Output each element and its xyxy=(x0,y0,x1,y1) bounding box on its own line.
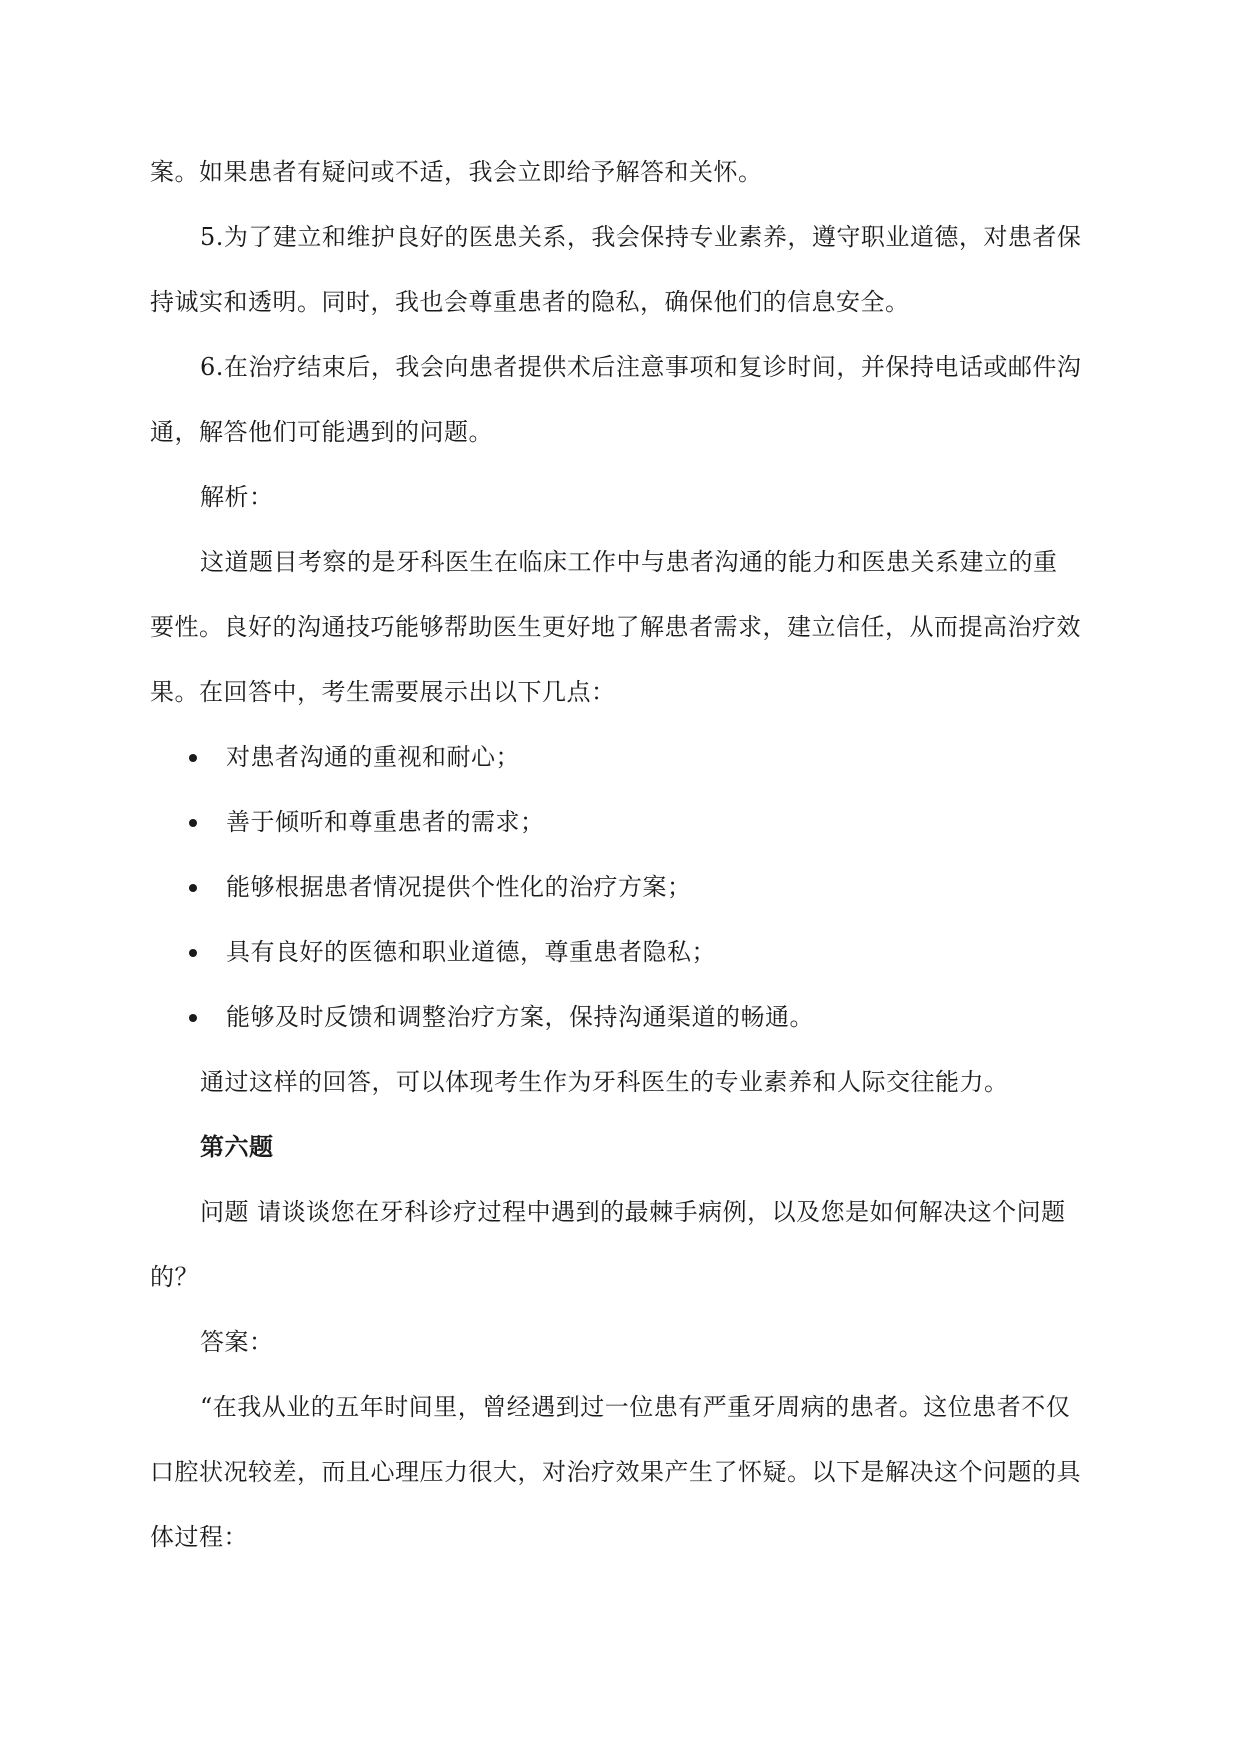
bullet-item xyxy=(150,985,1085,1050)
answer-label: 答案： xyxy=(200,1328,274,1356)
bullet-icon xyxy=(189,819,197,827)
bullet-item xyxy=(150,920,1085,985)
paragraph-line: 通，解答他们可能遇到的问题。 xyxy=(150,418,493,446)
paragraph-line: 6.在治疗结束后，我会向患者提供术后注意事项和复诊时间，并保持电话或邮件沟 xyxy=(200,353,1082,381)
bullet-item xyxy=(150,855,1085,920)
bullet-text: 善于倾听和尊重患者的需求； xyxy=(226,808,545,836)
paragraph-line: 持诚实和透明。同时，我也会尊重患者的隐私，确保他们的信息安全。 xyxy=(150,288,910,316)
bullet-text: 对患者沟通的重视和耐心； xyxy=(226,743,520,771)
answer-line: “在我从业的五年时间里，曾经遇到过一位患有严重牙周病的患者。这位患者不仅 xyxy=(200,1393,1071,1421)
analysis-label: 解析： xyxy=(200,483,274,511)
bullet-text: 具有良好的医德和职业道德，尊重患者隐私； xyxy=(226,938,716,966)
bullet-item xyxy=(150,725,1085,790)
paragraph-line: 5.为了建立和维护良好的医患关系，我会保持专业素养，遵守职业道德，对患者保 xyxy=(200,223,1082,251)
answer-line: 体过程： xyxy=(150,1523,248,1551)
summary-line: 通过这样的回答，可以体现考生作为牙科医生的专业素养和人际交往能力。 xyxy=(200,1068,1009,1096)
paragraph-line: 案。如果患者有疑问或不适，我会立即给予解答和关怀。 xyxy=(150,158,763,186)
bullet-text: 能够根据患者情况提供个性化的治疗方案； xyxy=(226,873,692,901)
bullet-icon xyxy=(189,754,197,762)
bullet-text: 能够及时反馈和调整治疗方案，保持沟通渠道的畅通。 xyxy=(226,1003,814,1031)
bullet-item xyxy=(150,790,1085,855)
question-line: 问题 请谈谈您在牙科诊疗过程中遇到的最棘手病例，以及您是如何解决这个问题 xyxy=(200,1198,1066,1226)
answer-line: 口腔状况较差，而且心理压力很大，对治疗效果产生了怀疑。以下是解决这个问题的具 xyxy=(150,1458,1081,1486)
paragraph-line: 这道题目考察的是牙科医生在临床工作中与患者沟通的能力和医患关系建立的重 xyxy=(200,548,1058,576)
paragraph-line: 果。在回答中，考生需要展示出以下几点： xyxy=(150,678,616,706)
bullet-icon xyxy=(189,1014,197,1022)
bullet-icon xyxy=(189,884,197,892)
bullet-icon xyxy=(189,949,197,957)
question-line: 的？ xyxy=(150,1263,199,1291)
section-title: 第六题 xyxy=(200,1133,274,1161)
paragraph-line: 要性。良好的沟通技巧能够帮助医生更好地了解患者需求，建立信任，从而提高治疗效 xyxy=(150,613,1081,641)
document-body xyxy=(150,140,1085,1570)
